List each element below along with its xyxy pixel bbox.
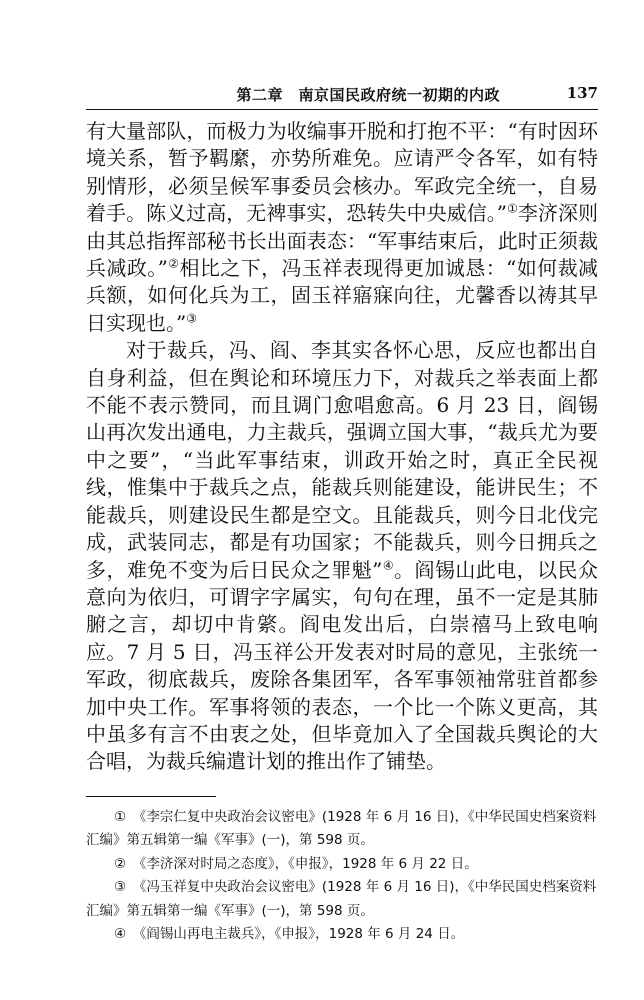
footnote bbox=[86, 853, 598, 876]
footnote-mark: ② bbox=[114, 855, 127, 872]
chapter-title: 第二章 南京国民政府统一初期的内政 bbox=[236, 86, 500, 104]
footnote-text: 《阎锡山再电主裁兵》，《申报》，1928 年 6 月 24 日。 bbox=[139, 926, 465, 943]
paragraph-text: 有大量部队，而极力为收编事开脱和打抱不平：“有时因环境关系，暂予羁縻，亦势所难免。应请严令各军，如有特别情形，必须呈候军事委员会核办。军政完全统一，自易着手。陈义过高，无裨事实，恐转失中央威信。” bbox=[86, 119, 598, 226]
footnotes bbox=[86, 806, 598, 946]
footnote-text: 《李宗仁复中央政治会议密电》(1928 年 6 月 16 日)，《中华民国史档案资料汇编》第五辑第一编《军事》(一)，第 598 页。 bbox=[86, 809, 597, 849]
paragraph-text: 对于裁兵，冯、阎、李其实各怀心思，反应也都出自自身利益，但在舆论和环境压力下，对裁兵之举表面上都不能不表示赞同，而且调门愈唱愈高。6 月 23 日，阎锡山再次发出通电，力主裁兵，强调立国大事，“裁兵尤为要中之要”，“当此军事结束，训政开始之时，真正全民视线，惟集中于裁兵之点，能裁兵则能建设，能讲民生；不能裁兵，则建设民生都是空文。且能裁兵，则今日北伐完成，武装同志，都是有功国家；不能裁兵，则今日拥兵之多，难免不变为后日民众之罪魁” bbox=[86, 338, 598, 582]
footnote-rule bbox=[86, 796, 216, 797]
footnote-mark: ④ bbox=[114, 926, 127, 943]
footnote-mark: ③ bbox=[114, 879, 127, 896]
body-text bbox=[86, 118, 598, 776]
paragraph bbox=[86, 337, 598, 776]
footnote-ref[interactable]: ④ bbox=[382, 557, 395, 572]
paragraph bbox=[86, 118, 598, 337]
paragraph-text: 李济深则由其总指挥部秘书长出面表态：“军事结束后，此时正须裁兵减政。” bbox=[86, 201, 599, 281]
footnote bbox=[86, 923, 598, 946]
running-header bbox=[86, 84, 598, 106]
footnote-ref[interactable]: ② bbox=[167, 256, 180, 271]
header-rule bbox=[86, 109, 598, 110]
footnote-text: 《李济深对时局之态度》，《申报》，1928 年 6 月 22 日。 bbox=[139, 855, 478, 872]
footnote bbox=[86, 876, 598, 923]
page-number: 137 bbox=[566, 84, 598, 102]
paragraph-text: 。阎锡山此电，以民众意向为依归，可谓字字属实，句句在理，虽不一定是其肺腑之言，却切中肯綮。阎电发出后，白崇禧马上致电响应。7 月 5 日，冯玉祥公开发表对时局的意见，主张统一军政，彻底裁兵，废除各集团军，各军事领袖常驻首都参加中央工作。军事将领的表态，一个比一个陈义更高，其中虽多有言不由衷之处，但毕竟加入了全国裁兵舆论的大合唱，为裁兵编遣计划的推出作了铺垫。 bbox=[86, 557, 598, 774]
footnote-ref[interactable]: ③ bbox=[186, 311, 197, 326]
footnote-ref[interactable]: ① bbox=[507, 201, 518, 216]
paragraph-text: 相比之下，冯玉祥表现得更加诚恳：“如何裁减兵额，如何化兵为工，固玉祥寤寐向往，尤馨香以祷其早日实现也。” bbox=[86, 256, 598, 335]
footnote bbox=[86, 806, 598, 853]
footnote-mark: ① bbox=[114, 809, 127, 825]
footnote-text: 《冯玉祥复中央政治会议密电》(1928 年 6 月 16 日)，《中华民国史档案资料汇编》第五辑第一编《军事》(一)，第 598 页。 bbox=[86, 879, 597, 919]
